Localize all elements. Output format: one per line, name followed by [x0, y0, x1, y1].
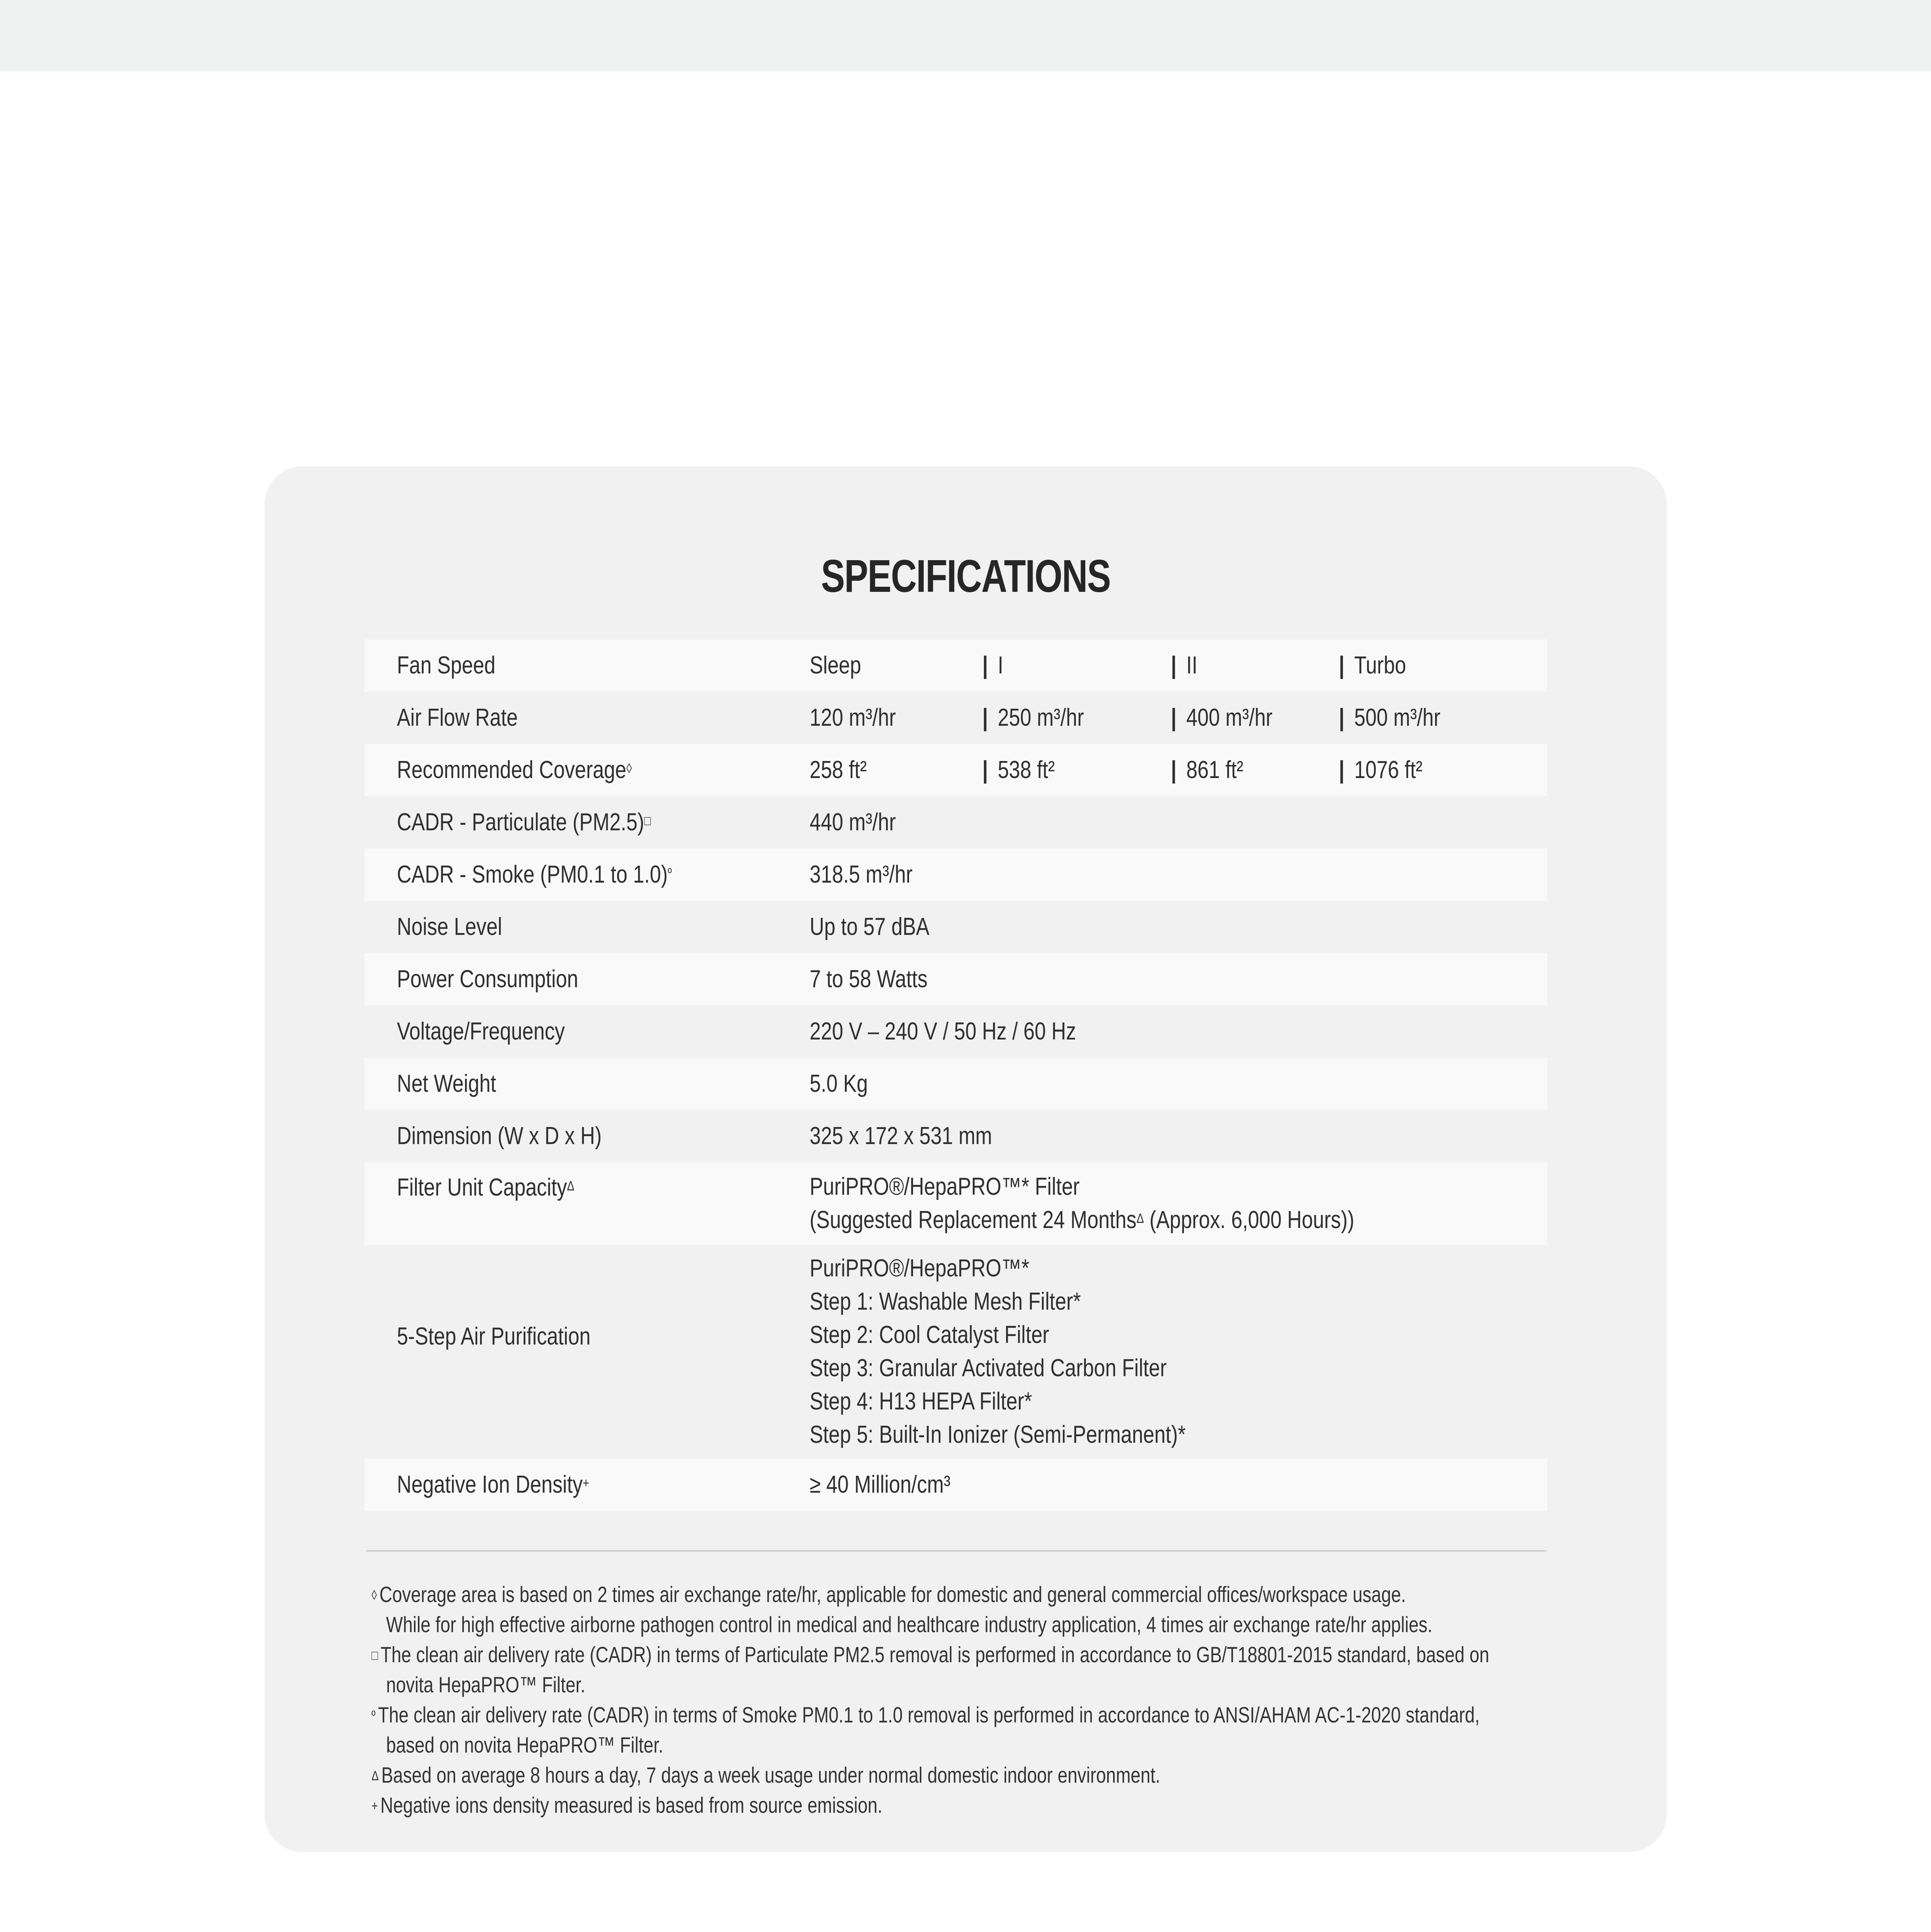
column-separator: | [1339, 704, 1345, 731]
row-label [397, 858, 672, 891]
footnote-marker: Δ [1136, 1211, 1144, 1226]
noise-value: Up to 57 dBA [810, 913, 930, 940]
fan-speed-turbo-cell [1339, 649, 1406, 682]
dimension-value: 325 x 172 x 531 mm [810, 1122, 992, 1150]
fan-speed-2-cell [1171, 649, 1197, 682]
row-label: Voltage/Frequency [397, 1018, 565, 1045]
row-label-text: Filter Unit Capacity [397, 1174, 567, 1201]
ion-value: ≥ 40 Million/cm³ [810, 1471, 951, 1498]
coverage-turbo: 1076 ft² [1354, 756, 1423, 784]
table-row-weight [364, 1058, 1547, 1110]
list-item: Step 1: Washable Mesh Filter* [810, 1288, 1081, 1315]
air-flow-2: 400 m³/hr [1186, 704, 1273, 731]
row-label [397, 1171, 574, 1204]
row-label: Fan Speed [397, 652, 496, 679]
footnote-cadr-smoke [372, 1700, 1480, 1730]
row-label: Noise Level [397, 913, 502, 940]
footnote-marker: ◊ [626, 761, 632, 776]
coverage-sleep: 258 ft² [810, 756, 867, 784]
list-item: Step 2: Cool Catalyst Filter [810, 1321, 1049, 1348]
weight-value: 5.0 Kg [810, 1070, 868, 1097]
footnote-marker: + [583, 1476, 589, 1491]
cadr-smoke-value: 318.5 m³/hr [810, 861, 913, 888]
footnote-marker: □ [644, 813, 651, 828]
row-label-text: Recommended Coverage [397, 756, 627, 784]
footnote-text: Negative ions density measured is based from source emission. [380, 1793, 883, 1818]
footnote-cadr-particulate [372, 1640, 1489, 1670]
row-label: Dimension (W x D x H) [397, 1122, 602, 1150]
footnote-marker: □ [372, 1648, 378, 1663]
footnote-text: Coverage area is based on 2 times air exchange rate/hr, applicable for domestic and general commercial offices/workspace usage. [379, 1582, 1406, 1607]
table-row-coverage [364, 744, 1547, 796]
air-flow-turbo: 500 m³/hr [1354, 704, 1441, 731]
specifications-card [265, 466, 1667, 1852]
row-label: Power Consumption [397, 965, 578, 993]
row-label [397, 806, 651, 839]
column-separator: | [1171, 704, 1177, 731]
divider [366, 1550, 1546, 1552]
coverage-2-cell [1171, 753, 1243, 787]
table-row-cadr-particulate [364, 796, 1547, 849]
purification-steps [810, 1252, 1268, 1451]
filter-value [810, 1170, 1474, 1237]
coverage-turbo-cell [1339, 753, 1422, 787]
column-separator: | [1171, 756, 1177, 784]
filter-line-2 [810, 1203, 1354, 1237]
air-flow-1-cell [982, 701, 1084, 734]
spec-table [364, 639, 1547, 1511]
row-label: 5-Step Air Purification [397, 1323, 591, 1350]
air-flow-1: 250 m³/hr [997, 704, 1084, 731]
table-row-filter [364, 1162, 1547, 1245]
table-row-noise [364, 901, 1547, 953]
row-label-text: CADR - Particulate (PM2.5) [397, 809, 644, 836]
footnote-filter [372, 1760, 1322, 1790]
row-label: Air Flow Rate [397, 704, 518, 731]
footnote-text: The clean air delivery rate (CADR) in terms of Particulate PM2.5 removal is performed in accordance to GB/T18801-2015 standard, based on [380, 1642, 1489, 1667]
footnote-text: Based on average 8 hours a day, 7 days a week usage under normal domestic indoor environment. [381, 1762, 1161, 1787]
coverage-1-cell [982, 753, 1055, 787]
air-flow-sleep: 120 m³/hr [810, 704, 896, 731]
air-flow-2-cell [1171, 701, 1272, 734]
cadr-particulate-value: 440 m³/hr [810, 809, 896, 836]
footnote-coverage [372, 1579, 1406, 1610]
table-row-dimension [364, 1110, 1547, 1162]
footnote-ion [372, 1790, 1322, 1820]
table-row-voltage [364, 1005, 1547, 1058]
footnote-marker: + [372, 1798, 378, 1814]
page-title: SPECIFICATIONS [821, 550, 1111, 602]
power-value: 7 to 58 Watts [810, 965, 928, 993]
row-label-text: Negative Ion Density [397, 1471, 583, 1498]
table-row-air-flow [364, 692, 1547, 744]
column-separator: | [1171, 652, 1177, 679]
table-row-cadr-smoke [364, 849, 1547, 901]
filter-line-2-end: (Approx. 6,000 Hours)) [1144, 1206, 1355, 1234]
voltage-value: 220 V – 240 V / 50 Hz / 60 Hz [810, 1018, 1076, 1045]
footnote-marker: ◊ [372, 1588, 377, 1603]
footnote-marker: Δ [567, 1179, 575, 1194]
footnote-marker: º [372, 1708, 376, 1723]
footnote-marker: Δ [372, 1768, 379, 1783]
column-separator: | [982, 704, 988, 731]
table-row-fan-speed [364, 639, 1547, 692]
column-separator: | [1339, 652, 1345, 679]
column-separator: | [982, 756, 988, 784]
footnote-cadr-smoke-cont: based on novita HepaPRO™ Filter. [386, 1732, 663, 1757]
column-separator: | [982, 652, 988, 679]
fan-speed-1-cell [982, 649, 1003, 682]
row-label [397, 1468, 589, 1501]
table-row-ion [364, 1459, 1547, 1511]
table-row-power [364, 953, 1547, 1005]
air-flow-turbo-cell [1339, 701, 1440, 734]
footnote-cadr-particulate-cont: novita HepaPRO™ Filter. [386, 1672, 585, 1697]
row-label [397, 753, 632, 787]
filter-line-1: PuriPRO®/HepaPRO™* Filter [810, 1173, 1080, 1200]
footnote-marker: º [667, 866, 672, 881]
list-item: Step 5: Built-In Ionizer (Semi-Permanent)* [810, 1421, 1186, 1448]
filter-line-2-text: (Suggested Replacement 24 Months [810, 1206, 1137, 1234]
row-label: Net Weight [397, 1070, 496, 1097]
fan-speed-turbo: Turbo [1354, 652, 1406, 679]
coverage-2: 861 ft² [1186, 756, 1243, 784]
list-item: PuriPRO®/HepaPRO™* [810, 1255, 1029, 1282]
list-item: Step 3: Granular Activated Carbon Filter [810, 1354, 1167, 1382]
fan-speed-1: I [997, 652, 1003, 679]
footnote-coverage-cont: While for high effective airborne pathogen control in medical and healthcare industry application, 4 times air exchange rate/hr applies. [386, 1612, 1433, 1637]
list-item: Step 4: H13 HEPA Filter* [810, 1388, 1032, 1415]
fan-speed-sleep: Sleep [810, 652, 862, 679]
coverage-1: 538 ft² [997, 756, 1055, 784]
top-band [0, 0, 1931, 71]
row-label-text: CADR - Smoke (PM0.1 to 1.0) [397, 861, 668, 888]
footnotes [372, 1579, 1560, 1820]
table-row-purification [364, 1245, 1547, 1459]
fan-speed-2: II [1186, 652, 1198, 679]
footnote-text: The clean air delivery rate (CADR) in terms of Smoke PM0.1 to 1.0 removal is performed in accordance to ANSI/AHAM AC-1-2020 standard, [378, 1702, 1480, 1727]
column-separator: | [1339, 756, 1345, 784]
